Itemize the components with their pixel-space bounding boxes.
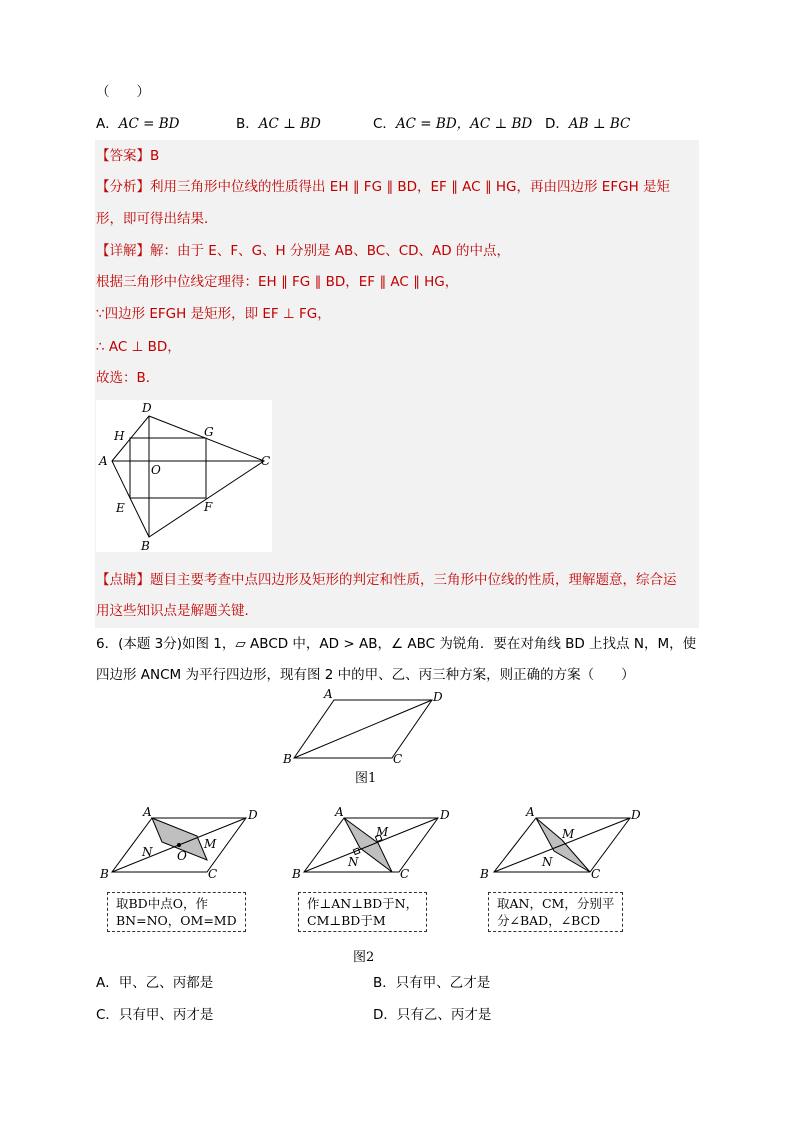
fig1-label-b: B [283, 752, 292, 766]
analysis-line-1: 【分析】利用三角形中位线的性质得出 EH ∥ FG ∥ BD，EF ∥ AC ∥ HG，再由四边形 EFGH 是矩 [96, 179, 671, 195]
answer-line: 【答案】B [96, 148, 160, 164]
p2-label-b: B [292, 867, 301, 881]
quad-abcd [112, 416, 264, 537]
p2-label-d: D [440, 808, 450, 822]
option-b[interactable]: B．AC ⊥ BD [236, 116, 321, 132]
point-o [177, 843, 181, 847]
q6-option-d[interactable]: D．只有乙、丙才是 [373, 1007, 492, 1023]
label-d: D [142, 401, 152, 415]
plan-1-description: 取BD中点O，作 BN=NO，OM=MD [107, 892, 246, 932]
p3-label-b: B [480, 867, 489, 881]
p3-label-c: C [591, 867, 601, 881]
label-h: H [114, 429, 125, 443]
p1-label-a: A [143, 806, 152, 819]
label-b: B [141, 539, 150, 552]
plan1-svg [96, 806, 262, 884]
fig1-caption: 图1 [355, 771, 377, 786]
p1-label-c: C [208, 867, 218, 881]
p1-label-d: D [248, 808, 258, 822]
fig2-caption: 图2 [353, 950, 375, 965]
p2-label-m: M [376, 825, 389, 839]
plan2-svg [288, 806, 454, 884]
q6-stem-line-2: 四边形 ANCM 为平行四边形，现有图 2 中的甲、乙、丙三种方案，则正确的方案（ ） [96, 667, 635, 683]
p2-label-a: A [335, 806, 344, 819]
p1-label-m: M [204, 837, 217, 851]
detail-line-3: ∵四边形 EFGH 是矩形，即 EF ⊥ FG， [96, 306, 331, 322]
diagonal-bd [294, 700, 432, 758]
answer-bracket: （ ） [96, 84, 150, 100]
label-g: G [204, 425, 214, 439]
fig1-label-d: D [433, 690, 443, 704]
label-f: F [204, 500, 213, 514]
q6-figure-1 [282, 688, 452, 768]
p3-label-m: M [562, 827, 575, 841]
fig1-svg [282, 688, 452, 768]
plan-1-figure [96, 806, 262, 884]
p2-label-c: C [400, 867, 410, 881]
p1-label-o: O [177, 849, 187, 863]
fig1-label-a: A [324, 688, 333, 701]
q6-option-a[interactable]: A．甲、乙、丙都是 [96, 975, 214, 991]
rect-efgh [130, 438, 206, 498]
detail-line-5: 故选：B． [96, 370, 160, 386]
p1-label-n: N [142, 845, 153, 859]
option-d[interactable]: D．AB ⊥ BC [545, 116, 631, 132]
p3-label-d: D [631, 808, 641, 822]
fig1-label-c: C [393, 752, 403, 766]
plan-2-description: 作⊥AN⊥BD于N， CM⊥BD于M [298, 892, 427, 932]
detail-line-2: 根据三角形中位线定理得：EH ∥ FG ∥ BD，EF ∥ AC ∥ HG， [96, 274, 459, 290]
option-c[interactable]: C．AC = BD，AC ⊥ BD [373, 116, 533, 132]
detail-line-1: 【详解】解：由于 E、F、G、H 分别是 AB、BC、CD、AD 的中点， [96, 243, 510, 259]
detail-line-4: ∴ AC ⊥ BD， [96, 339, 181, 355]
label-o: O [151, 463, 161, 477]
plan3-svg [474, 806, 644, 884]
comment-line-1: 【点睛】题目主要考查中点四边形及矩形的判定和性质，三角形中位线的性质，理解题意，综合运 [96, 572, 677, 588]
plan-2-figure [288, 806, 454, 884]
q6-option-c[interactable]: C．只有甲、丙才是 [96, 1007, 214, 1023]
label-a: A [99, 454, 108, 468]
label-e: E [116, 501, 125, 515]
p3-label-n: N [542, 855, 553, 869]
plan-3-description: 取AN，CM，分别平 分∠BAD，∠BCD [488, 892, 623, 932]
q6-stem-line-1: 6．(本题 3分)如图 1，▱ ABCD 中，AD > AB，∠ ABC 为锐角．要在对角线 BD 上找点 N，M，使 [96, 636, 697, 652]
comment-line-2: 用这些知识点是解题关键． [96, 603, 258, 619]
q5-figure [96, 400, 272, 552]
label-c: C [261, 454, 271, 468]
p3-label-a: A [526, 806, 535, 819]
p1-label-b: B [100, 867, 109, 881]
q5-figure-svg [96, 400, 272, 552]
p2-label-n: N [348, 855, 359, 869]
analysis-line-2: 形，即可得出结果． [96, 211, 218, 227]
q6-option-b[interactable]: B．只有甲、乙才是 [373, 975, 491, 991]
option-a[interactable]: A．AC = BD [96, 116, 180, 132]
plan-3-figure [474, 806, 644, 884]
